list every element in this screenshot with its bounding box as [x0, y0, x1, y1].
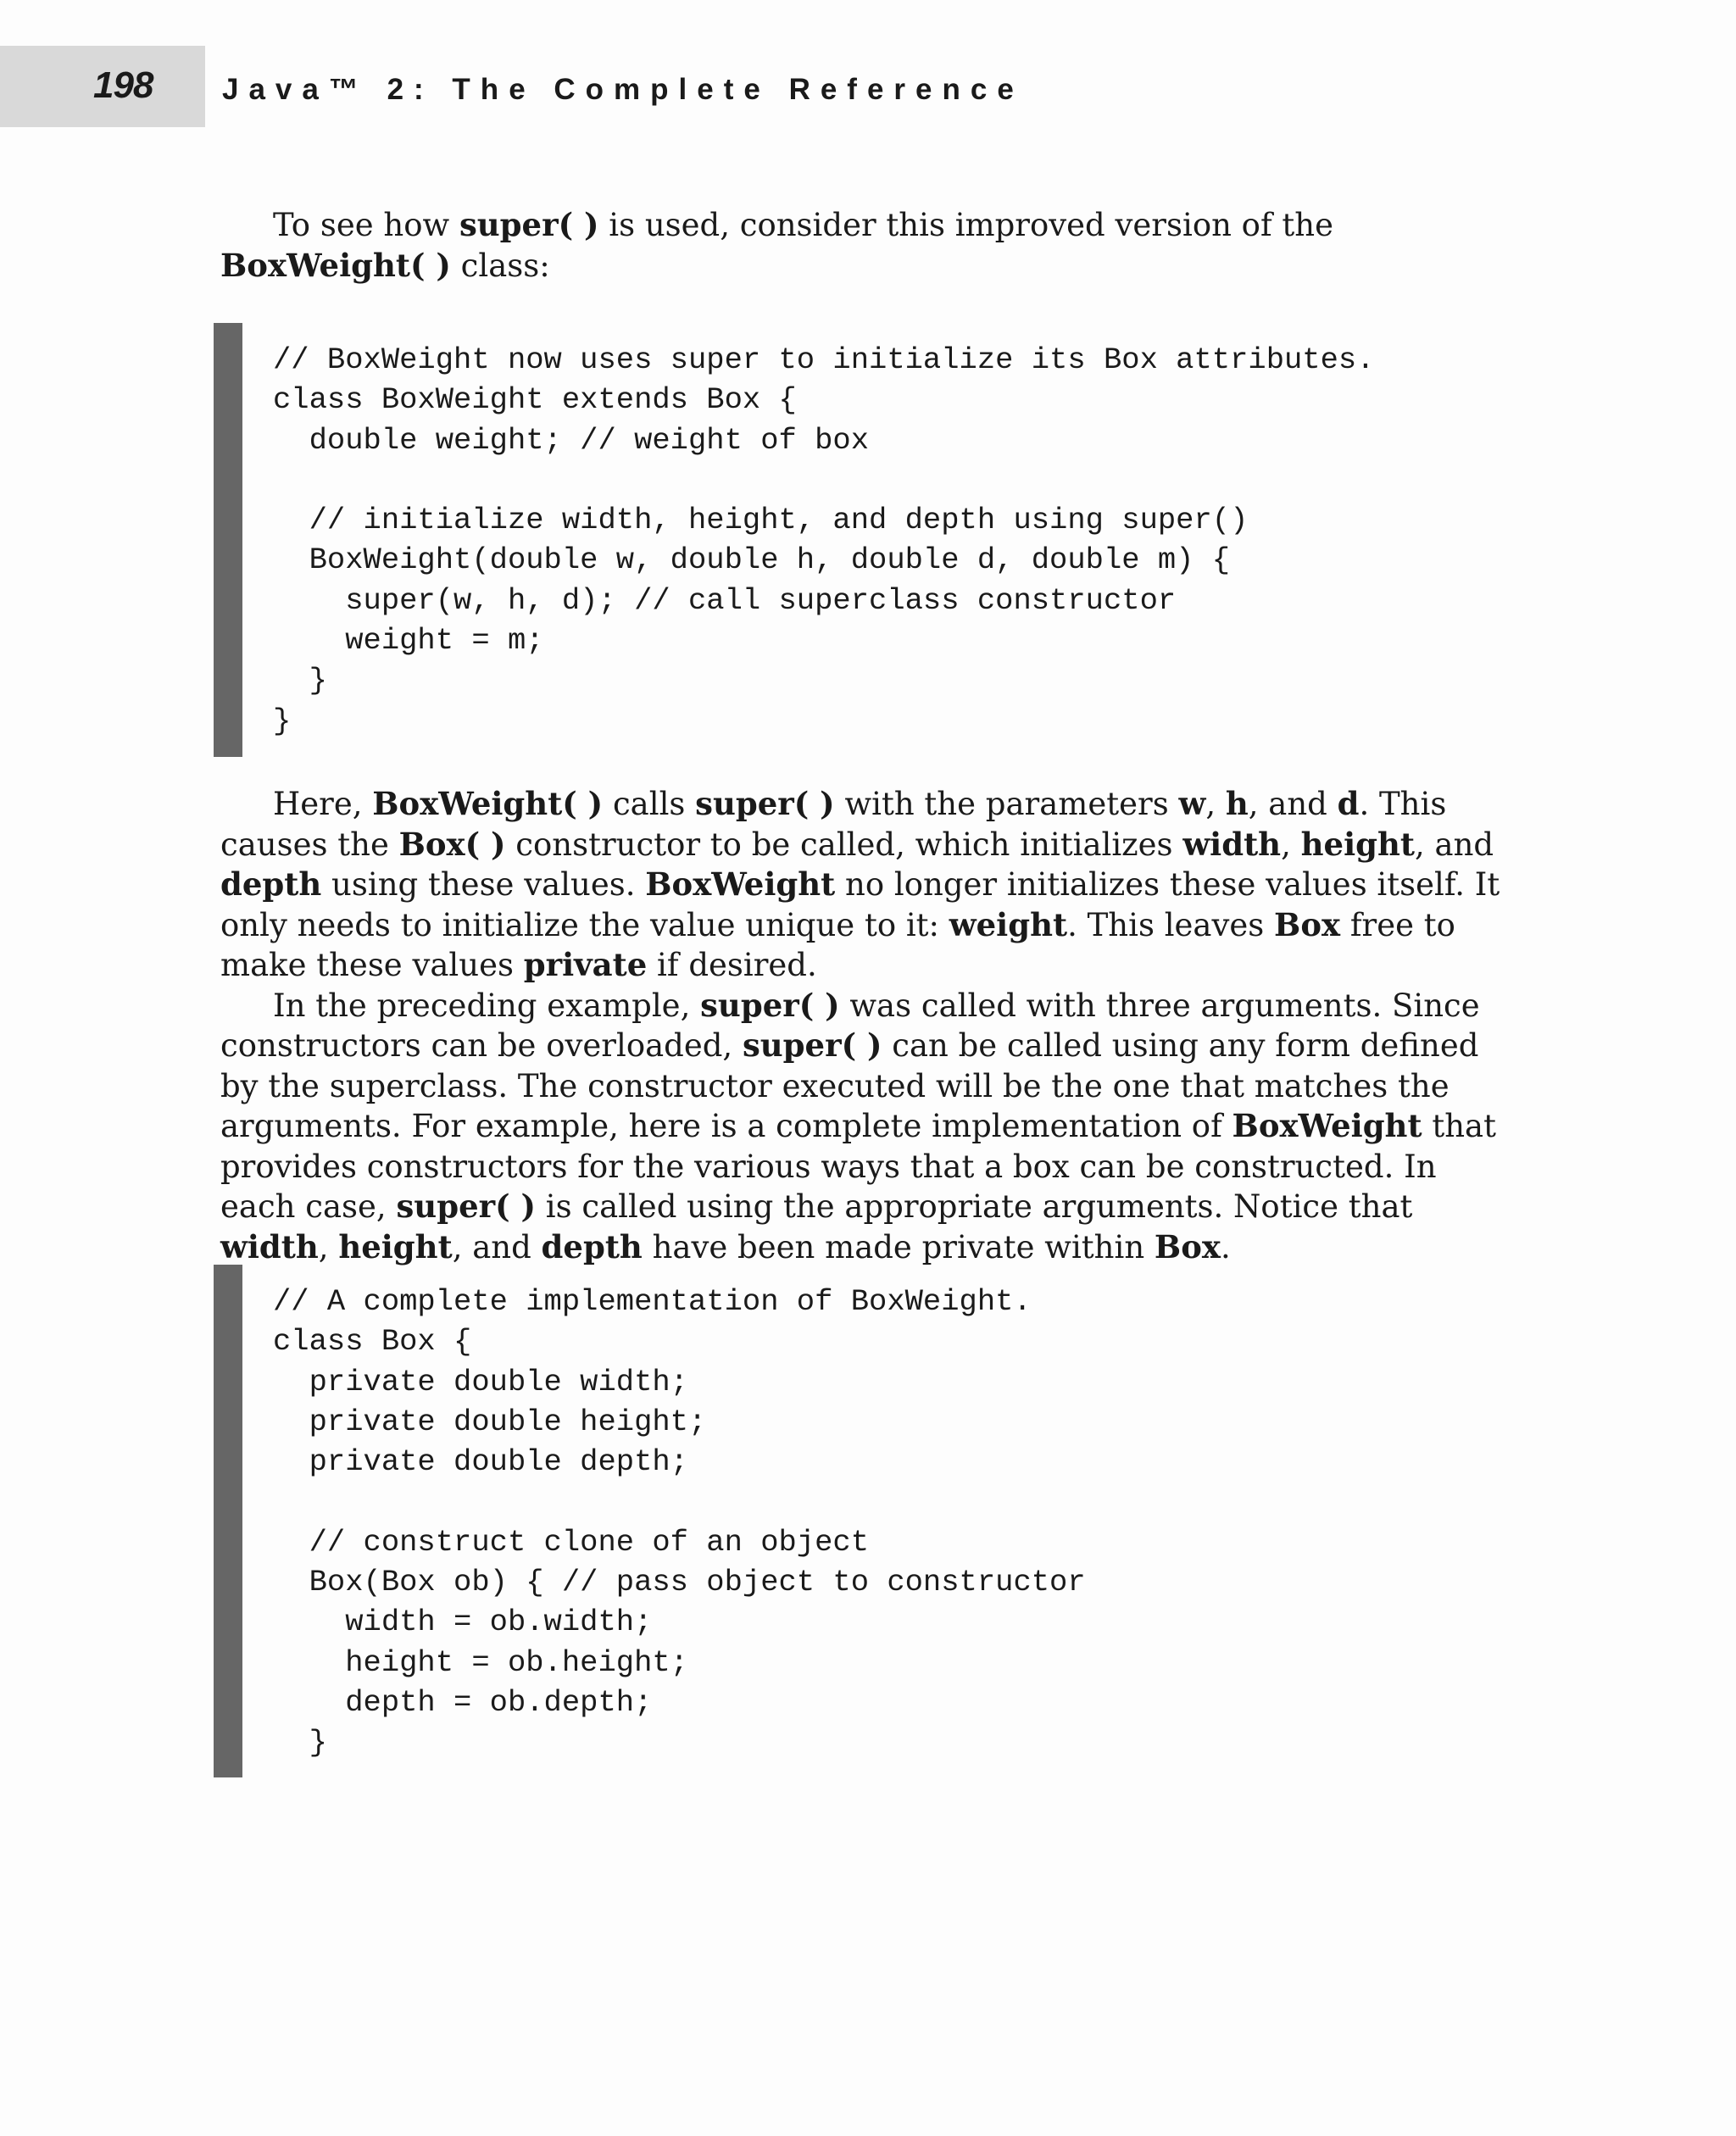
keyword: super( ): [742, 1026, 882, 1064]
code-line: weight = m;: [273, 623, 544, 659]
text: , and: [452, 1228, 542, 1265]
text: can be called using any form defined by the superclass. The constructor executed will be the one that matches the arguments. For example, here is a complete implementation of: [220, 1027, 1479, 1144]
code-line: class Box {: [273, 1324, 472, 1360]
text: . This causes the: [220, 786, 1447, 863]
text: is used, consider this improved version of the: [598, 207, 1334, 243]
body-text: [220, 784, 1517, 1267]
code-line: BoxWeight(double w, double h, double d, double m) {: [273, 542, 1231, 578]
keyword: weight: [949, 905, 1068, 943]
text: , and: [1415, 826, 1494, 863]
paragraph: [220, 986, 1517, 1268]
keyword: w: [1178, 785, 1206, 822]
keyword: depth: [541, 1227, 643, 1265]
code-line: // construct clone of an object: [273, 1524, 870, 1560]
text: have been made private within: [642, 1228, 1155, 1265]
code-line: [273, 460, 1375, 500]
keyword: Box: [1154, 1227, 1221, 1265]
code-line: // BoxWeight now uses super to initialize its Box attributes.: [273, 342, 1375, 377]
text: with the parameters: [834, 786, 1179, 822]
keyword: width: [220, 1227, 319, 1265]
text: if desired.: [647, 947, 817, 983]
keyword: width: [1182, 825, 1282, 863]
code-line: // initialize width, height, and depth using super(): [273, 503, 1249, 538]
code-line: }: [273, 703, 292, 738]
running-head: Java™ 2: The Complete Reference: [222, 73, 1024, 106]
keyword: super( ): [396, 1188, 536, 1225]
code-line: private double height;: [273, 1404, 707, 1439]
keyword: super( ): [459, 206, 599, 243]
paragraph: [220, 205, 1517, 286]
text: free to make these values: [220, 906, 1455, 983]
text: class:: [450, 247, 550, 284]
text: was called with three arguments. Since constructors can be overloaded,: [220, 987, 1480, 1064]
code-line: // A complete implementation of BoxWeight.: [273, 1284, 1032, 1319]
code-line: private double depth;: [273, 1444, 688, 1480]
page-number: 198: [93, 64, 153, 106]
code-line: class BoxWeight extends Box {: [273, 382, 797, 418]
keyword: super( ): [700, 986, 840, 1024]
text: constructor to be called, which initializes: [505, 826, 1183, 863]
code-line: super(w, h, d); // call superclass constructor: [273, 582, 1177, 618]
keyword: BoxWeight( ): [372, 785, 604, 822]
text: . This leaves: [1067, 906, 1275, 943]
text: ,: [1281, 826, 1301, 863]
text: is called using the appropriate arguments. Notice that: [536, 1188, 1413, 1225]
code-line: }: [273, 1725, 327, 1761]
code-line: depth = ob.depth;: [273, 1684, 653, 1720]
text: calls: [603, 786, 696, 822]
text: ,: [318, 1228, 339, 1265]
code-listing: [273, 1282, 1086, 1763]
intro-paragraph: [220, 205, 1517, 286]
keyword: Box( ): [398, 825, 506, 863]
text: To see how: [273, 207, 459, 243]
keyword: height: [1300, 825, 1415, 863]
code-line: width = ob.width;: [273, 1605, 653, 1640]
code-line: private double width;: [273, 1364, 688, 1399]
code-listing-bar: [214, 323, 242, 757]
text: no longer initializes these values itself. It only needs to initialize the value unique to it:: [220, 866, 1500, 943]
code-line: double weight; // weight of box: [273, 422, 870, 458]
text: Here,: [273, 786, 373, 822]
code-line: [273, 1482, 1086, 1521]
code-listing-bar: [214, 1265, 242, 1777]
keyword: BoxWeight: [1232, 1107, 1422, 1144]
text: that provides constructors for the various ways that a box can be constructed. In each case,: [220, 1108, 1496, 1225]
text: , and: [1248, 786, 1338, 822]
keyword: depth: [220, 865, 322, 903]
keyword: height: [338, 1227, 453, 1265]
code-line: Box(Box ob) { // pass object to constructor: [273, 1565, 1086, 1600]
keyword: BoxWeight: [645, 865, 836, 903]
code-line: height = ob.height;: [273, 1644, 688, 1680]
text: .: [1220, 1228, 1231, 1265]
paragraph: [220, 784, 1517, 986]
keyword: h: [1225, 785, 1249, 822]
keyword: super( ): [695, 785, 835, 822]
keyword: BoxWeight( ): [220, 246, 451, 284]
code-listing: [273, 340, 1375, 741]
text: using these values.: [321, 866, 646, 903]
keyword: d: [1337, 785, 1360, 822]
code-line: }: [273, 663, 327, 698]
text: In the preceding example,: [273, 987, 701, 1024]
text: ,: [1205, 786, 1226, 822]
keyword: private: [523, 946, 648, 983]
keyword: Box: [1274, 905, 1341, 943]
